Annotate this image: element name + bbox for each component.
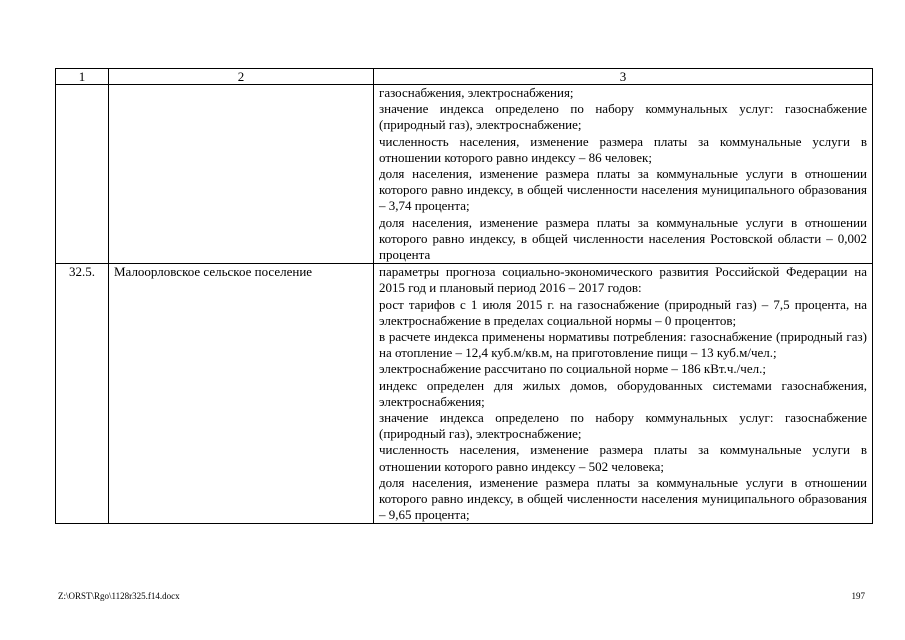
table-row: [56, 85, 873, 264]
table-header-row: [56, 69, 873, 85]
description-paragraph: рост тарифов с 1 июля 2015 г. на газоснабжение (природный газ) – 7,5 процента, на электроснабжение в пределах социальной нормы – 0 процентов;: [379, 296, 867, 328]
description-paragraph: электроснабжение рассчитано по социальной норме – 186 кВт.ч./чел.;: [379, 361, 766, 377]
description-paragraph: значение индекса определено по набору коммунальных услуг: газоснабжение (природный газ), электроснабжение;: [379, 410, 867, 442]
description-paragraph: численность населения, изменение размера платы за коммунальные услуги в отношении которого равно индексу – 86 человек;: [379, 133, 867, 165]
column-header-number: 1: [56, 69, 109, 85]
description-paragraph: в расчете индекса применены нормативы потребления: газоснабжение (природный газ) на отопление – 12,4 куб.м/кв.м, на приготовление пищи – 13 куб.м/чел.;: [379, 329, 867, 361]
description-paragraph: индекс определен для жилых домов, оборудованных системами газоснабжения, электроснабжения;: [379, 377, 867, 409]
description-paragraph: доля населения, изменение размера платы за коммунальные услуги в отношении которого равно индексу, в общей численности населения Ростовской области – 0,002 процента: [379, 214, 867, 263]
row-description-cell: [374, 264, 873, 524]
row-name-cell: [109, 85, 374, 264]
column-header-name: 2: [109, 69, 374, 85]
description-paragraph: газоснабжения, электроснабжения;: [379, 85, 574, 100]
document-table: [55, 68, 873, 524]
row-description-cell: [374, 85, 873, 264]
description-paragraph: численность населения, изменение размера платы за коммунальные услуги в отношении которого равно индексу – 502 человека;: [379, 442, 867, 474]
description-paragraph: значение индекса определено по набору коммунальных услуг: газоснабжение (природный газ), электроснабжение;: [379, 101, 867, 133]
footer-page-number: 197: [851, 591, 865, 601]
row-number-cell: 32.5.: [56, 264, 109, 524]
table-row: [56, 264, 873, 524]
description-paragraph: доля населения, изменение размера платы за коммунальные услуги в отношении которого равно индексу, в общей численности населения муниципального образования – 3,74 процента;: [379, 166, 867, 214]
description-paragraph: параметры прогноза социально-экономического развития Российской Федерации на 2015 год и плановый период 2016 – 2017 годов:: [379, 264, 867, 296]
column-header-description: 3: [374, 69, 873, 85]
footer-file-path: Z:\ORST\Rgo\1128r325.f14.docx: [58, 591, 180, 601]
row-name-cell: Малоорловское сельское поселение: [109, 264, 374, 524]
description-paragraph: доля населения, изменение размера платы за коммунальные услуги в отношении которого равно индексу, в общей численности населения муниципального образования – 9,65 процента;: [379, 474, 867, 523]
row-number-cell: [56, 85, 109, 264]
